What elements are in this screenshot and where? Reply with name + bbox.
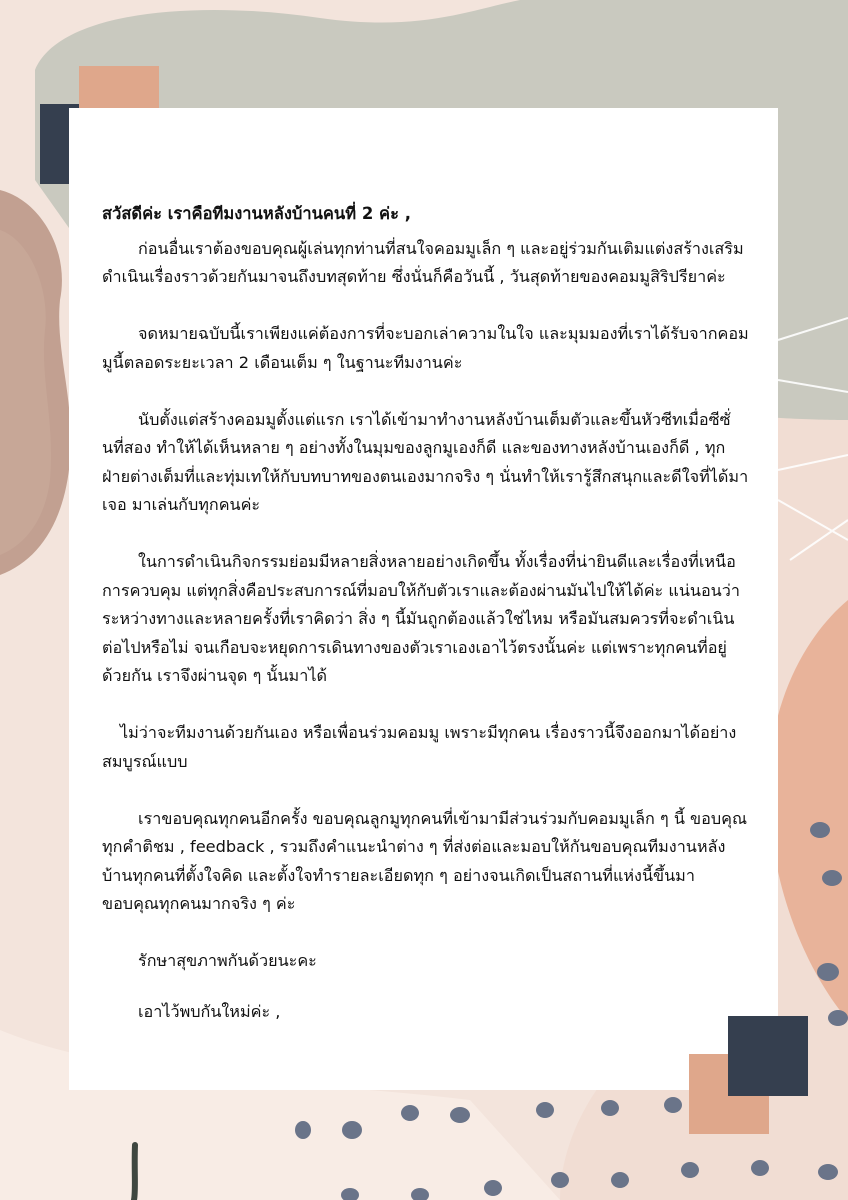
letter-paragraph-1: ก่อนอื่นเราต้องขอบคุณผู้เล่นทุกท่านที่สนใจคอมมูเล็ก ๆ และอยู่ร่วมกันเติมแต่งสร้างเสริม ดำเนินเรื่องราวด้วยกันมาจนถึงบทสุดท้าย ซึ่งนั่นก็คือวันนี้ , วันสุดท้ายของคอมมูสิริปรียาค่ะ	[102, 238, 744, 286]
letter-paragraph-4: ในการดำเนินกิจกรรมย่อมมีหลายสิ่งหลายอย่างเกิดขึ้น ทั้งเรื่องที่น่ายินดีและเรื่องที่เหนือการควบคุม แต่ทุกสิ่งคือประสบการณ์ที่มอบให้กับตัวเราและต้องผ่านมันไปให้ได้ค่ะ แน่นอนว่าระหว่างทางและหลายครั้งที่เราคิดว่า สิ่ง ๆ นี้มันถูกต้องแล้วใช่ไหม หรือมันสมควรที่จะดำเนินต่อไปหรือไม่ จนเกือบจะหยุดการเดินทางของตัวเราเองเอาไว้ตรงนั้นค่ะ แต่เพราะทุกคนที่อยู่ด้วยกัน เราจึงผ่านจุด ๆ นั้นมาได้	[102, 552, 740, 685]
letter-card	[69, 108, 778, 1090]
letter-closing-1: รักษาสุขภาพกันด้วยนะคะ	[138, 951, 317, 970]
letter-paragraph-2: จดหมายฉบับนี้เราเพียงแค่ต้องการที่จะบอกเล่าความในใจ และมุมมองที่เราได้รับจากคอมมูนี้ตลอดระยะเวลา 2 เดือนเต็ม ๆ ในฐานะทีมงานค่ะ	[102, 324, 749, 372]
navy-square-bottom-right	[728, 1016, 808, 1096]
letter-paragraph-6: เราขอบคุณทุกคนอีกครั้ง ขอบคุณลูกมูทุกคนที่เข้ามามีส่วนร่วมกับคอมมูเล็ก ๆ นี้ ขอบคุณทุกคำติชม , feedback , รวมถึงคำแนะนำต่าง ๆ ที่ส่งต่อและมอบให้กันขอบคุณทีมงานหลังบ้านทุกคนที่ตั้งใจคิด และตั้งใจทำรายละเอียดทุก ๆ อย่างจนเกิดเป็นสถานที่แห่งนี้ขึ้นมา ขอบคุณทุกคนมากจริง ๆ ค่ะ	[102, 808, 747, 913]
letter-paragraph-3: นับตั้งแต่สร้างคอมมูตั้งแต่แรก เราได้เข้ามาทำงานหลังบ้านเต็มตัวและขึ้นหัวซีทเมื่อซีซั่นที่สอง ทำให้ได้เห็นหลาย ๆ อย่างทั้งในมุมของลูกมูเองก็ดี และของทางหลังบ้านเองก็ดี , ทุกฝ่ายต่างเต็มที่และทุ่มเทให้กับบทบาทของตนเองมากจริง ๆ นั่นทำให้เรารู้สึกสนุกและดีใจที่ได้มาเจอ มาเล่นกับทุกคนค่ะ	[102, 409, 749, 514]
letter-paragraph-5: ไม่ว่าจะทีมงานด้วยกันเอง หรือเพื่อนร่วมคอมมู เพราะมีทุกคน เรื่องราวนี้จึงออกมาได้อย่างสมบูรณ์แบบ	[102, 723, 737, 771]
letter-closing-2: เอาไว้พบกันใหม่ค่ะ ,	[138, 1001, 281, 1021]
letter-body	[102, 200, 750, 1048]
stem-shape	[134, 1145, 135, 1200]
letter-greeting: สวัสดีค่ะ เราคือทีมงานหลังบ้านคนที่ 2 ค่ะ ,	[102, 204, 411, 223]
